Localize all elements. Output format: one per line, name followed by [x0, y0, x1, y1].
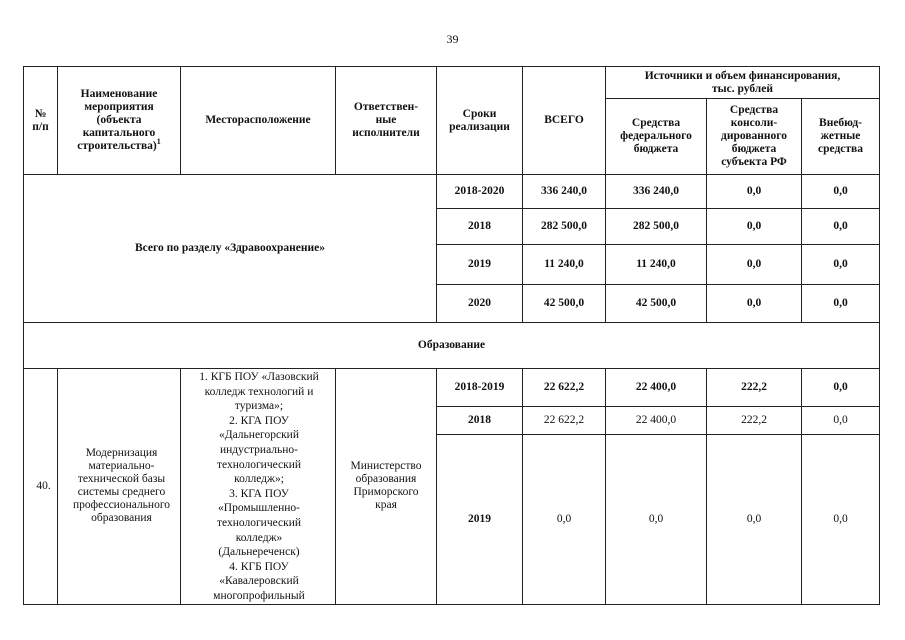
- item-number: 40.: [24, 369, 58, 605]
- regional-cell: 0,0: [707, 245, 802, 285]
- table-row: [24, 175, 880, 209]
- header-row-1: [24, 67, 880, 99]
- extra-cell: 0,0: [802, 285, 880, 323]
- header-period: Сроки реализации: [437, 67, 523, 175]
- federal-cell: 22 400,0: [606, 369, 707, 407]
- regional-cell: 222,2: [707, 407, 802, 435]
- extra-cell: 0,0: [802, 209, 880, 245]
- period-cell: 2019: [437, 245, 523, 285]
- item-locations: 1. КГБ ПОУ «Лазовский колледж технологий и туризма»; 2. КГА ПОУ «Дальнегорский индустриально- технологический колледж»; 3. КГА ПОУ «Промышленно- технологический колледж» (Дальнереченск) 4. КГБ ПОУ «Кавалеровский многопрофильный: [181, 369, 336, 605]
- header-extra: Внебюд- жетные средства: [802, 99, 880, 175]
- period-cell: 2018-2019: [437, 369, 523, 407]
- total-cell: 22 622,2: [523, 407, 606, 435]
- federal-cell: 11 240,0: [606, 245, 707, 285]
- header-total: ВСЕГО: [523, 67, 606, 175]
- extra-cell: 0,0: [802, 435, 880, 604]
- total-cell: 0,0: [523, 435, 606, 604]
- header-responsible: Ответствен- ные исполнители: [336, 67, 437, 175]
- education-section-row: [24, 323, 880, 369]
- period-cell: 2018: [437, 209, 523, 245]
- total-cell: 22 622,2: [523, 369, 606, 407]
- federal-cell: 282 500,0: [606, 209, 707, 245]
- header-name: Наименование мероприятия (объекта капитального строительства)$^1$: [58, 67, 181, 175]
- federal-cell: 42 500,0: [606, 285, 707, 323]
- header-sources: Источники и объем финансирования, тыс. рублей: [606, 67, 880, 99]
- total-cell: 336 240,0: [523, 175, 606, 209]
- item-name: Модернизация материально- технической базы системы среднего профессионального образования: [58, 369, 181, 605]
- extra-cell: 0,0: [802, 369, 880, 407]
- federal-cell: 336 240,0: [606, 175, 707, 209]
- federal-cell: 22 400,0: [606, 407, 707, 435]
- regional-cell: 0,0: [707, 175, 802, 209]
- total-cell: 282 500,0: [523, 209, 606, 245]
- header-num: № п/п: [24, 67, 58, 175]
- header-location: Месторасположение: [181, 67, 336, 175]
- education-section-title: Образование: [24, 323, 880, 369]
- extra-cell: 0,0: [802, 407, 880, 435]
- regional-cell: 0,0: [707, 435, 802, 604]
- header-regional: Средства консоли- дированного бюджета субъекта РФ: [707, 99, 802, 175]
- total-cell: 11 240,0: [523, 245, 606, 285]
- regional-cell: 0,0: [707, 285, 802, 323]
- health-section-label: Всего по разделу «Здравоохранение»: [24, 175, 437, 323]
- period-cell: 2018: [437, 407, 523, 435]
- federal-cell: 0,0: [606, 435, 707, 604]
- financing-table: [23, 66, 880, 605]
- extra-cell: 0,0: [802, 175, 880, 209]
- page-number: 39: [446, 32, 459, 46]
- header-federal: Средства федерального бюджета: [606, 99, 707, 175]
- period-cell: 2019: [437, 435, 523, 604]
- regional-cell: 222,2: [707, 369, 802, 407]
- extra-cell: 0,0: [802, 245, 880, 285]
- regional-cell: 0,0: [707, 209, 802, 245]
- item-responsible: Министерство образования Приморского края: [336, 369, 437, 605]
- period-cell: 2020: [437, 285, 523, 323]
- period-cell: 2018-2020: [437, 175, 523, 209]
- table-row: [24, 369, 880, 407]
- total-cell: 42 500,0: [523, 285, 606, 323]
